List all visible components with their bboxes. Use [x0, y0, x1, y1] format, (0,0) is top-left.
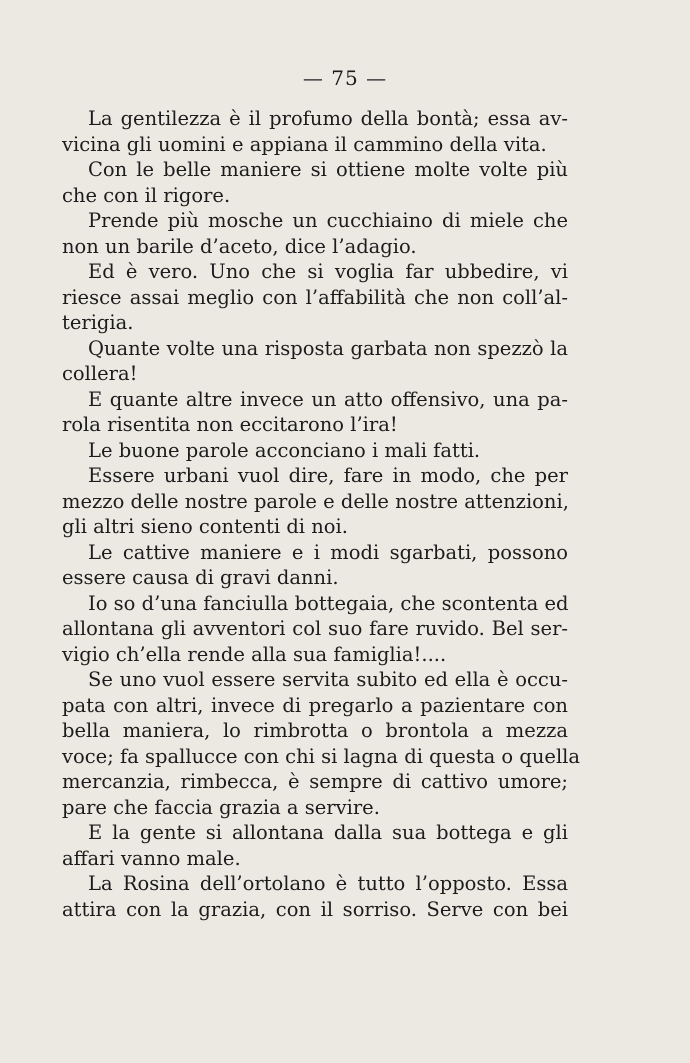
paragraph [62, 463, 568, 540]
paragraph [62, 820, 568, 871]
text-line: rola risentita non eccitarono l’ira! [62, 413, 398, 436]
text-line: attira con la grazia, con il sorriso. Serve con bei [62, 897, 568, 921]
text-line: Essere urbani vuol dire, fare in modo, che per [88, 464, 568, 487]
paragraph [62, 106, 568, 157]
text-line: Le buone parole acconciano i mali fatti. [88, 438, 481, 462]
text-line: terigia. [62, 311, 134, 334]
text-line: affari vanno male. [62, 846, 241, 870]
text-line: E quante altre invece un atto offensivo, una pa- [88, 387, 568, 411]
text-line: mezzo delle nostre parole e delle nostre attenzioni, [62, 489, 569, 513]
paragraph [62, 157, 568, 208]
body-text [62, 106, 581, 922]
text-line: essere causa di gravi danni. [62, 566, 339, 589]
text-line: Quante volte una risposta garbata non spezzò la [88, 336, 568, 360]
text-line: E la gente si allontana dalla sua bottega e gli [88, 821, 568, 844]
paragraph [62, 208, 568, 259]
paragraph [62, 387, 568, 438]
text-line: La gentilezza è il profumo della bontà; essa av- [88, 107, 568, 130]
text-line: bella maniera, lo rimbrotta o brontola a mezza [62, 719, 568, 742]
text-line: Prende più mosche un cucchiaino di miele che [88, 209, 568, 232]
text-line: Io so d’una fanciulla bottegaia, che scontenta ed [88, 591, 569, 615]
text-line: vigio ch’ella rende alla sua famiglia!.... [62, 642, 447, 666]
text-line: non un barile d’aceto, dice l’adagio. [62, 234, 417, 258]
paragraph [62, 871, 568, 922]
text-line: allontana gli avventori col suo fare ruvido. Bel ser- [62, 617, 568, 640]
paragraph [62, 259, 568, 336]
text-line: pare che faccia grazia a servire. [62, 795, 380, 819]
text-line: mercanzia, rimbecca, è sempre di cattivo umore; [62, 770, 568, 793]
text-line: Se uno vuol essere servita subito ed ella è occu- [88, 668, 568, 691]
text-line: pata con altri, invece di pregarlo a pazientare con [62, 693, 568, 717]
text-line: Le cattive maniere e i modi sgarbati, possono [88, 540, 568, 564]
paragraph [62, 591, 568, 668]
paragraph [62, 667, 581, 820]
text-line: collera! [62, 362, 138, 385]
text-line: Ed è vero. Uno che si voglia far ubbedire, vi [88, 260, 568, 283]
paragraph [62, 540, 568, 591]
page-number: — 75 — [302, 66, 388, 90]
paragraph [62, 438, 568, 464]
text-line: vicina gli uomini e appiana il cammino della vita. [62, 132, 547, 156]
text-line: che con il rigore. [62, 183, 231, 207]
text-line: La Rosina dell’ortolano è tutto l’opposto. Essa [88, 872, 568, 895]
text-line: Con le belle maniere si ottiene molte volte più [88, 158, 568, 181]
paragraph [62, 336, 568, 387]
text-line: voce; fa spallucce con chi si lagna di questa o quella [62, 744, 581, 768]
text-line: riesce assai meglio con l’affabilità che non coll’al- [62, 285, 568, 309]
text-line: gli altri sieno contenti di noi. [62, 515, 348, 538]
